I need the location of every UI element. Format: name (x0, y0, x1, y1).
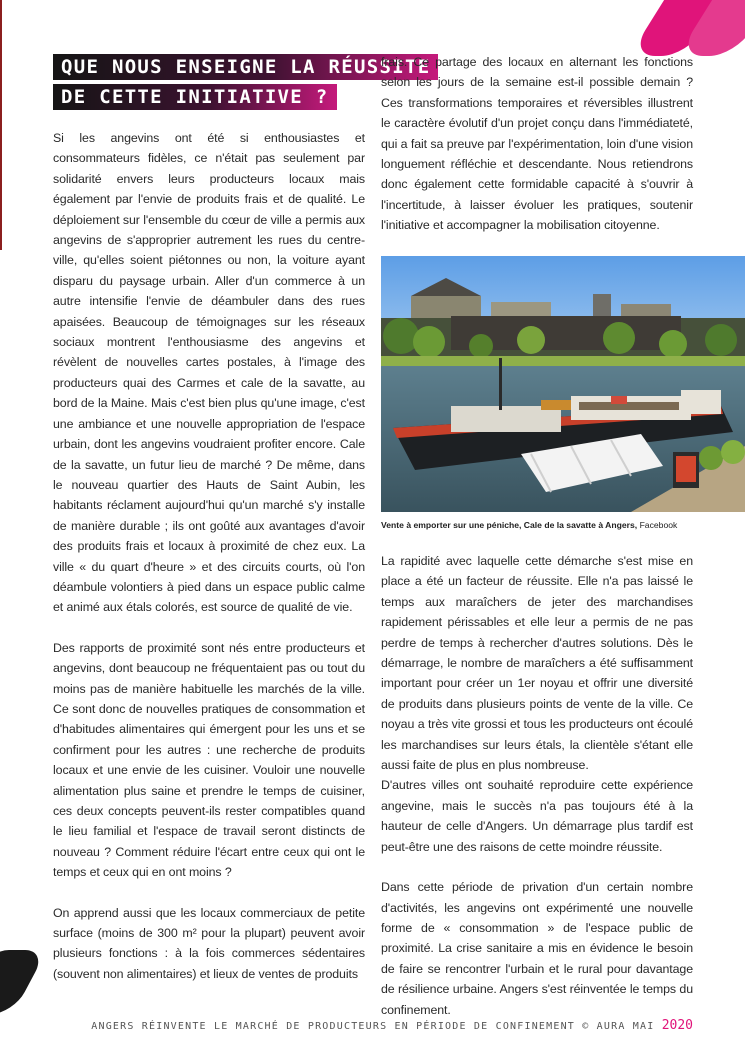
decorative-shape (0, 950, 47, 1014)
paragraph: La rapidité avec laquelle cette démarche s'est mise en place a été un facteur de réussite. Elle n'a pas laissé le temps aux maraîchers de jeter des marchandises rapidement périssables et elle leur a permis de ne pas perdre de temps à rechercher d'autres solutions. Dès le démarrage, le nombre de maraîchers a été suffisamment important pour créer un 1er noyau et offrir une diversité de produits dans plusieurs points de vente de la ville. Ce noyau a très vite grossi et tous les producteurs ont écoulé les marchandises sur leurs étals, la clientèle s'étant elle aussi faite de plus en plus nombreuse. (381, 554, 693, 773)
footer-text: ANGERS RÉINVENTE LE MARCHÉ DE PRODUCTEURS EN PÉRIODE DE CONFINEMENT © AURA MAI (91, 1021, 655, 1032)
right-column-bottom (381, 551, 693, 1020)
margin-rule (0, 0, 2, 250)
footer-year: 2020 (661, 1018, 693, 1033)
paragraph: frais. Ce partage des locaux en alternant les fonctions selon les jours de la semaine est-il possible demain ? Ces transformations temporaires et réversibles illustrent le caractère évolutif d'un projet conçu dans l'immédiateté, qui a fait sa preuve par l'expérimentation, loin d'une vision longuement réfléchie et descendante. Nous retiendrons donc également cette formidable capacité à s'ouvrir à l'incertitude, à laisser évoluer les pratiques, soutenir l'initiative et accompagner la mobilisation citoyenne. (381, 55, 693, 233)
caption-text: Vente à emporter sur une péniche, Cale de la savatte à Angers, (381, 520, 638, 530)
left-column (53, 128, 365, 984)
right-column-top (381, 52, 693, 236)
photo-caption (381, 520, 745, 530)
heading-line-2: DE CETTE INITIATIVE ? (53, 84, 337, 110)
page-footer (91, 1018, 693, 1033)
paragraph: Si les angevins ont été si enthousiastes et consommateurs fidèles, ce n'était pas seulement par solidarité envers leurs producteurs locaux mais également par l'envie de produits frais et de qualité. Le déploiement sur l'ensemble du cœur de ville a permis aux angevins de s'approprier autrement les rues du centre-ville, qu'elles soient piétonnes ou non, la voiture ayant disparu du paysage urbain. Aller d'un commerce à un autre intensifie l'envie de déambuler dans des rues apaisées. Beaucoup de témoignages sur les réseaux sociaux montrent l'enthousiasme des angevins et révèlent de nouvelles cartes postales, à l'image des producteurs quai des Carmes et cale de la savatte, au bord de la Maine. Mais c'est bien plus qu'une image, c'est une ambiance et une nouvelle appropriation de l'espace urbain, dont les angevins voudraient profiter encore. Cale de la savatte, un futur lieu de marché ? De même, dans le nouveau quartier des Hauts de Saint Aubin, les habitants réclament aujourd'hui qu'un marché s'y installe de manière durable ; ils ont goûté aux avantages d'avoir des produits frais et locaux à proximité de chez eux. La ville « du quart d'heure » et des circuits courts, où l'on déambule volontiers à pied dans un espace public calme et animé aux étals colorés, est source de qualité de vie. (53, 131, 365, 615)
paragraph: On apprend aussi que les locaux commerciaux de petite surface (moins de 300 m² pour la plupart) peuvent avoir plusieurs fonctions : à la fois commerces sédentaires (souvent non alimentaires) et lieux de ventes de produits (53, 905, 365, 981)
caption-source: Facebook (639, 520, 678, 530)
paragraph: Des rapports de proximité sont nés entre producteurs et angevins, dont beaucoup ne fréquentaient pas ou tout du moins pas de manière habituelle les marchés de la ville. Ce sont donc de nouvelles pratiques de consommation et d'habitudes alimentaires qui émergent pour les uns et se confirment pour les autres : une recherche de produits locaux et une envie de les cuisiner. Vouloir une nouvelle alimentation plus saine et prendre le temps de cuisiner, ces deux concepts peuvent-ils rester compatibles quand le lieu familial et l'espace de travail seront distincts de nouveau ? Comment réduire l'écart entre ceux qui ont le temps et ceux qui en ont moins ? (53, 640, 365, 880)
heading-line-1: QUE NOUS ENSEIGNE LA RÉUSSITE (53, 54, 438, 80)
barge-photo (381, 256, 745, 512)
paragraph: D'autres villes ont souhaité reproduire cette expérience angevine, mais le succès n'a pas toujours été à la hauteur de celle d'Angers. Un démarrage plus tardif est peut-être une des raisons de cette moindre réussite. (381, 778, 693, 854)
paragraph: Dans cette période de privation d'un certain nombre d'activités, les angevins ont expérimenté une nouvelle forme de « consommation » de l'espace public de proximité. La crise sanitaire a mis en évidence le besoin de faire se rencontrer l'urbain et le rural pour davantage de résilience urbaine. Angers s'est réinventée le temps du confinement. (381, 880, 693, 1017)
